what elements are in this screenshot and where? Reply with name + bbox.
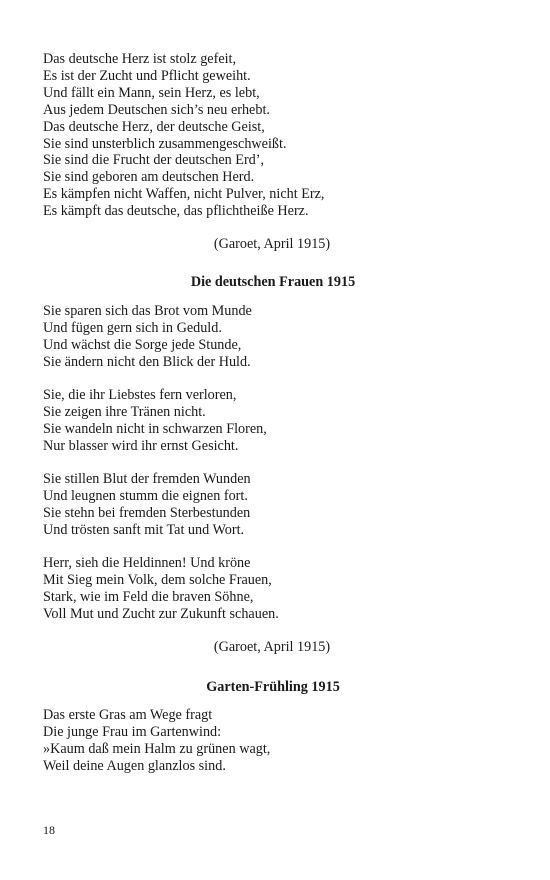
verse-line: Das erste Gras am Wege fragt bbox=[43, 707, 213, 723]
page-number: 18 bbox=[43, 823, 55, 837]
poem-2-stanza-4 bbox=[43, 555, 513, 623]
verse-line: Es kämpfen nicht Waffen, nicht Pulver, nicht Erz, bbox=[43, 186, 325, 203]
verse-line: Stark, wie im Feld die braven Söhne, bbox=[43, 588, 254, 605]
verse-line: Es ist der Zucht und Pflicht geweiht. bbox=[43, 67, 251, 84]
verse-line: Sie wandeln nicht in schwarzen Floren, bbox=[43, 420, 267, 437]
verse-line: Sie sparen sich das Brot vom Munde bbox=[43, 303, 252, 319]
verse-line: Und leugnen stumm die eignen fort. bbox=[43, 487, 248, 504]
verse-line: Es kämpft das deutsche, das pflichtheiße Herz. bbox=[43, 203, 309, 220]
verse-line: Sie sind die Frucht der deutschen Erd’, bbox=[43, 152, 265, 169]
poem-2-stanza-3 bbox=[43, 471, 513, 539]
poem-3-title: Garten-Frühling 1915 bbox=[206, 679, 340, 695]
verse-line: Und trösten sanft mit Tat und Wort. bbox=[43, 521, 245, 538]
verse-line: Nur blasser wird ihr ernst Gesicht. bbox=[43, 437, 239, 454]
verse-line: Sie ändern nicht den Blick der Huld. bbox=[43, 353, 251, 370]
poem-1-text bbox=[43, 51, 513, 220]
poem-1-source: (Garoet, April 1915) bbox=[213, 236, 331, 252]
verse-line: Und fügen gern sich in Geduld. bbox=[43, 319, 222, 336]
poem-2-source: (Garoet, April 1915) bbox=[213, 639, 331, 655]
verse-line: »Kaum daß mein Halm zu grünen wagt, bbox=[43, 740, 271, 757]
poem-3-text bbox=[43, 707, 513, 775]
verse-line: Und fällt ein Mann, sein Herz, es lebt, bbox=[43, 84, 260, 101]
poem-2-title: Die deutschen Frauen 1915 bbox=[190, 274, 356, 290]
verse-line: Und wächst die Sorge jede Stunde, bbox=[43, 336, 242, 353]
verse-line: Das deutsche Herz ist stolz gefeit, bbox=[43, 51, 237, 67]
verse-line: Mit Sieg mein Volk, dem solche Frauen, bbox=[43, 571, 272, 588]
verse-line: Sie, die ihr Liebstes fern verloren, bbox=[43, 387, 237, 403]
verse-line: Sie stehn bei fremden Sterbestunden bbox=[43, 504, 251, 521]
poem-2-stanza-1 bbox=[43, 303, 513, 371]
verse-line: Das deutsche Herz, der deutsche Geist, bbox=[43, 118, 265, 135]
verse-line: Herr, sieh die Heldinnen! Und kröne bbox=[43, 555, 251, 571]
verse-line: Die junge Frau im Gartenwind: bbox=[43, 723, 222, 740]
verse-line: Aus jedem Deutschen sich’s neu erhebt. bbox=[43, 101, 270, 118]
verse-line: Weil deine Augen glanzlos sind. bbox=[43, 757, 226, 774]
poem-2-stanza-2 bbox=[43, 387, 513, 455]
verse-line: Sie sind geboren am deutschen Herd. bbox=[43, 169, 255, 186]
verse-line: Voll Mut und Zucht zur Zukunft schauen. bbox=[43, 605, 279, 622]
verse-line: Sie sind unsterblich zusammengeschweißt. bbox=[43, 135, 287, 152]
verse-line: Sie zeigen ihre Tränen nicht. bbox=[43, 403, 206, 420]
verse-line: Sie stillen Blut der fremden Wunden bbox=[43, 471, 251, 487]
